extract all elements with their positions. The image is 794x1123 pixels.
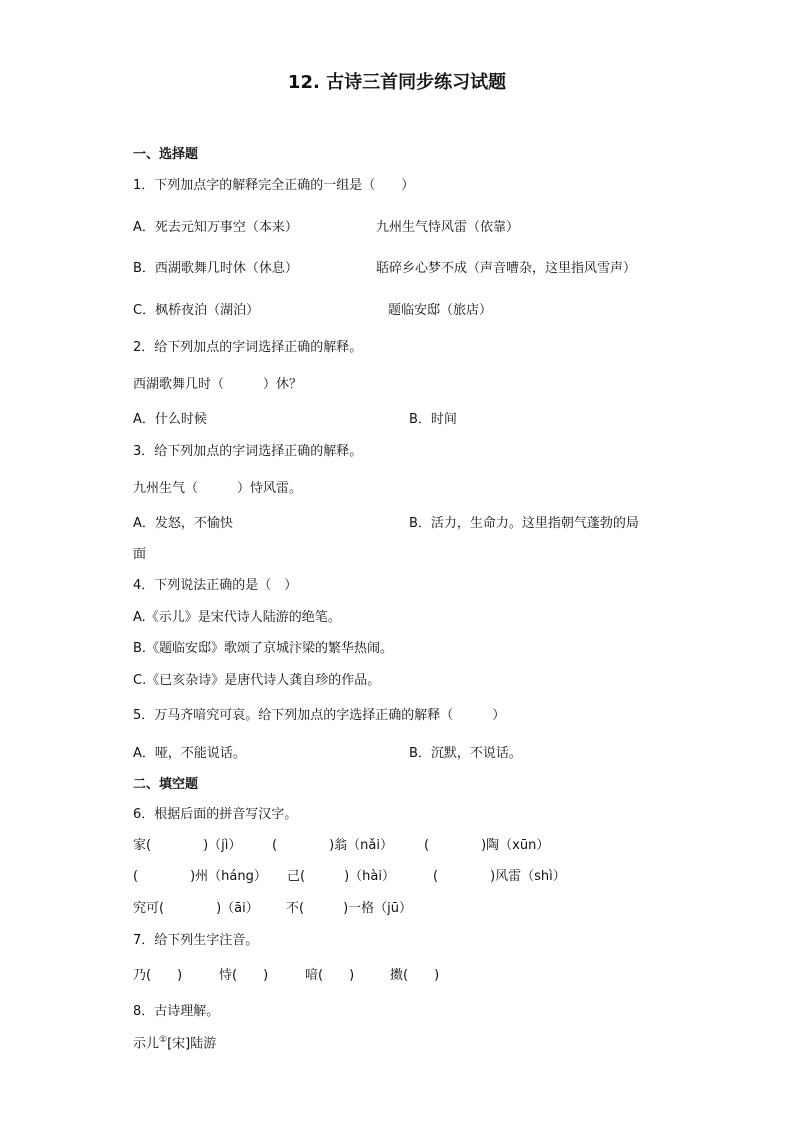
poem-heading — [133, 1035, 216, 1052]
question-6-stem: 6．根据后面的拼音写汉字。 — [133, 807, 298, 822]
question-7-stem: 7．给下列生字注音。 — [133, 933, 259, 948]
question-4-stem: 4．下列说法正确的是（ ） — [133, 578, 298, 593]
pinyin-item[interactable]: ( )翁（nǎi） — [272, 838, 393, 853]
question-4-option-c[interactable]: C.《已亥杂诗》是唐代诗人龚自珍的作品。 — [133, 673, 381, 688]
phonetic-item[interactable]: 恃( ) — [219, 968, 269, 983]
question-4-option-b[interactable]: B.《题临安邸》歌颂了京城汴梁的繁华热闹。 — [133, 641, 394, 656]
question-3-option-b-continued: 面 — [133, 547, 147, 562]
question-5-option-b[interactable]: B．沉默，不说话。 — [409, 746, 522, 761]
pinyin-item[interactable]: ( )州（háng） — [133, 869, 267, 884]
footnote-marker: ① — [159, 1035, 168, 1045]
page-title: 12. 古诗三首同步练习试题 — [287, 72, 507, 93]
question-2-line: 西湖歌舞几时（ ）休？ — [133, 377, 303, 392]
question-3-line: 九州生气（ ）恃风雷。 — [133, 481, 303, 496]
question-2-option-a[interactable]: A．什么时候 — [133, 412, 207, 427]
pinyin-item[interactable]: 家( )（jì） — [133, 838, 242, 853]
section-heading-fill: 二、填空题 — [133, 777, 199, 792]
phonetic-item[interactable]: 乃( ) — [133, 968, 183, 983]
poem-title: 示儿 — [133, 1036, 160, 1052]
question-1-option-a[interactable]: A．死去元知万事空（本来） — [133, 220, 298, 235]
question-5-stem: 5．万马齐喑究可哀。给下列加点的字选择正确的解释（ ） — [133, 708, 506, 723]
question-1-option-c-second: 题临安邸（旅店） — [388, 303, 493, 318]
phonetic-item[interactable]: 喑( ) — [305, 968, 355, 983]
phonetic-item[interactable]: 擞( ) — [390, 968, 440, 983]
pinyin-item[interactable]: ( )陶（xūn） — [424, 838, 550, 853]
poem-author: [宋]陆游 — [167, 1036, 217, 1052]
section-heading-choice: 一、选择题 — [133, 147, 199, 162]
pinyin-item[interactable]: 究可( )（āi） — [133, 901, 259, 916]
question-5-option-a[interactable]: A．哑，不能说话。 — [133, 746, 246, 761]
pinyin-item[interactable]: ( )风雷（shì） — [433, 869, 566, 884]
question-3-option-b[interactable]: B．活力，生命力。这里指朝气蓬勃的局 — [409, 516, 639, 531]
question-4-option-a[interactable]: A.《示儿》是宋代诗人陆游的绝笔。 — [133, 610, 341, 625]
pinyin-item[interactable]: 己( )（hài） — [287, 869, 395, 884]
question-2-stem: 2．给下列加点的字词选择正确的解释。 — [133, 340, 363, 355]
question-3-stem: 3．给下列加点的字词选择正确的解释。 — [133, 444, 363, 459]
question-1-option-c[interactable]: C．枫桥夜泊（湖泊） — [133, 303, 260, 318]
question-1-option-b-second: 聒碎乡心梦不成（声音嘈杂，这里指风雪声） — [376, 261, 637, 276]
question-1-option-b[interactable]: B．西湖歌舞几时休（休息） — [133, 261, 298, 276]
question-1-option-a-second: 九州生气恃风雷（依靠） — [376, 220, 520, 235]
question-8-stem: 8．古诗理解。 — [133, 1004, 220, 1019]
question-1-stem: 1．下列加点字的解释完全正确的一组是（ ） — [133, 178, 415, 193]
pinyin-item[interactable]: 不( )一格（jū） — [286, 901, 412, 916]
question-3-option-a[interactable]: A．发怒，不愉快 — [133, 516, 233, 531]
question-2-option-b[interactable]: B．时间 — [409, 412, 457, 427]
